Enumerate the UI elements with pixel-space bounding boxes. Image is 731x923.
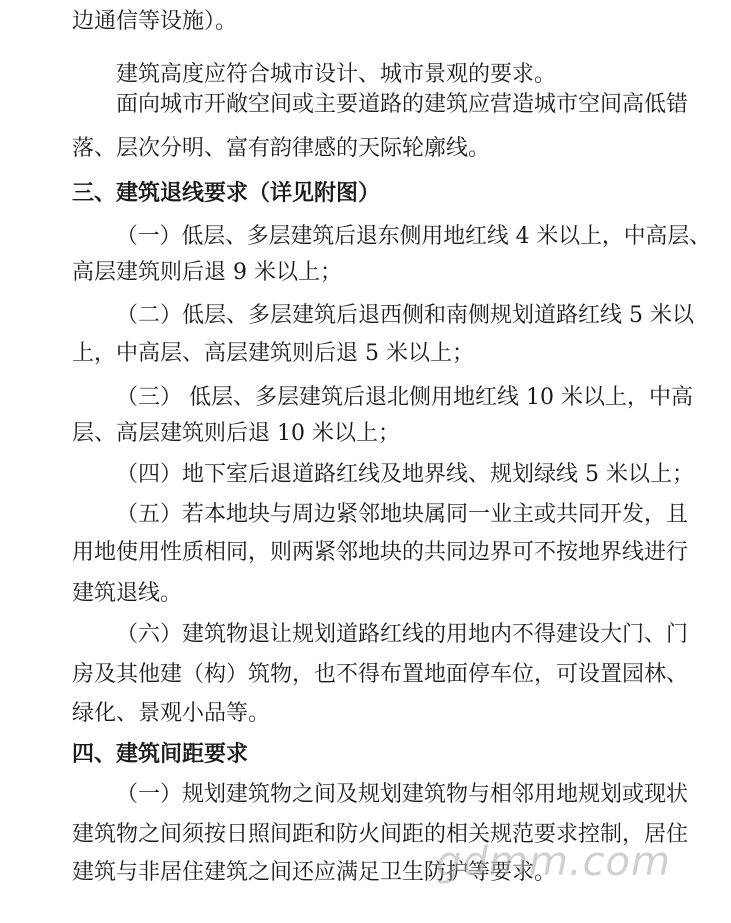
text-line-1: 边通信等设施）。 bbox=[72, 9, 238, 34]
text-line-8: （二）低层、多层建筑后退西侧和南侧规划道路红线 5 米以 bbox=[116, 303, 694, 328]
text-line-18: 绿化、景观小品等。 bbox=[72, 701, 271, 726]
watermark: gdmm.com bbox=[436, 839, 671, 885]
text-line-17: 房及其他建（构）筑物，也不得布置地面停车位，可设置园林、 bbox=[72, 662, 689, 687]
text-line-3: 面向城市开敞空间或主要道路的建筑应营造城市空间高低错 bbox=[116, 92, 689, 117]
text-line-2: 建筑高度应符合城市设计、城市景观的要求。 bbox=[116, 62, 557, 87]
text-line-16: （六）建筑物退让规划道路红线的用地内不得建设大门、门 bbox=[116, 622, 689, 647]
text-line-7: 高层建筑则后退 9 米以上； bbox=[72, 260, 342, 285]
text-line-22: 建筑与非居住建筑之间还应满足卫生防护等要求。 bbox=[72, 860, 557, 885]
text-line-4: 落、层次分明、富有韵律感的天际轮廓线。 bbox=[72, 136, 491, 161]
text-line-15: 建筑退线。 bbox=[72, 581, 183, 606]
text-line-20: （一）规划建筑物之间及规划建筑物与相邻用地规划或现状 bbox=[116, 782, 689, 807]
text-line-11: 层、高层建筑则后退 10 米以上； bbox=[72, 421, 400, 446]
text-line-10: （三） 低层、多层建筑后退北侧用地红线 10 米以上，中高 bbox=[116, 385, 693, 410]
section-heading-3: 三、建筑退线要求（详见附图） bbox=[72, 181, 381, 206]
text-line-21: 建筑物之间须按日照间距和防火间距的相关规范要求控制，居住 bbox=[72, 822, 689, 847]
text-line-14: 用地使用性质相同，则两紧邻地块的共同边界可不按地界线进行 bbox=[72, 540, 689, 565]
text-line-13: （五）若本地块与周边紧邻地块属同一业主或共同开发，且 bbox=[116, 502, 689, 527]
text-line-12: （四）地下室后退道路红线及地界线、规划绿线 5 米以上； bbox=[116, 462, 694, 487]
text-line-6: （一）低层、多层建筑后退东侧用地红线 4 米以上，中高层、 bbox=[116, 224, 711, 249]
text-line-9: 上，中高层、高层建筑则后退 5 米以上； bbox=[72, 341, 474, 366]
section-heading-4: 四、建筑间距要求 bbox=[72, 742, 249, 767]
